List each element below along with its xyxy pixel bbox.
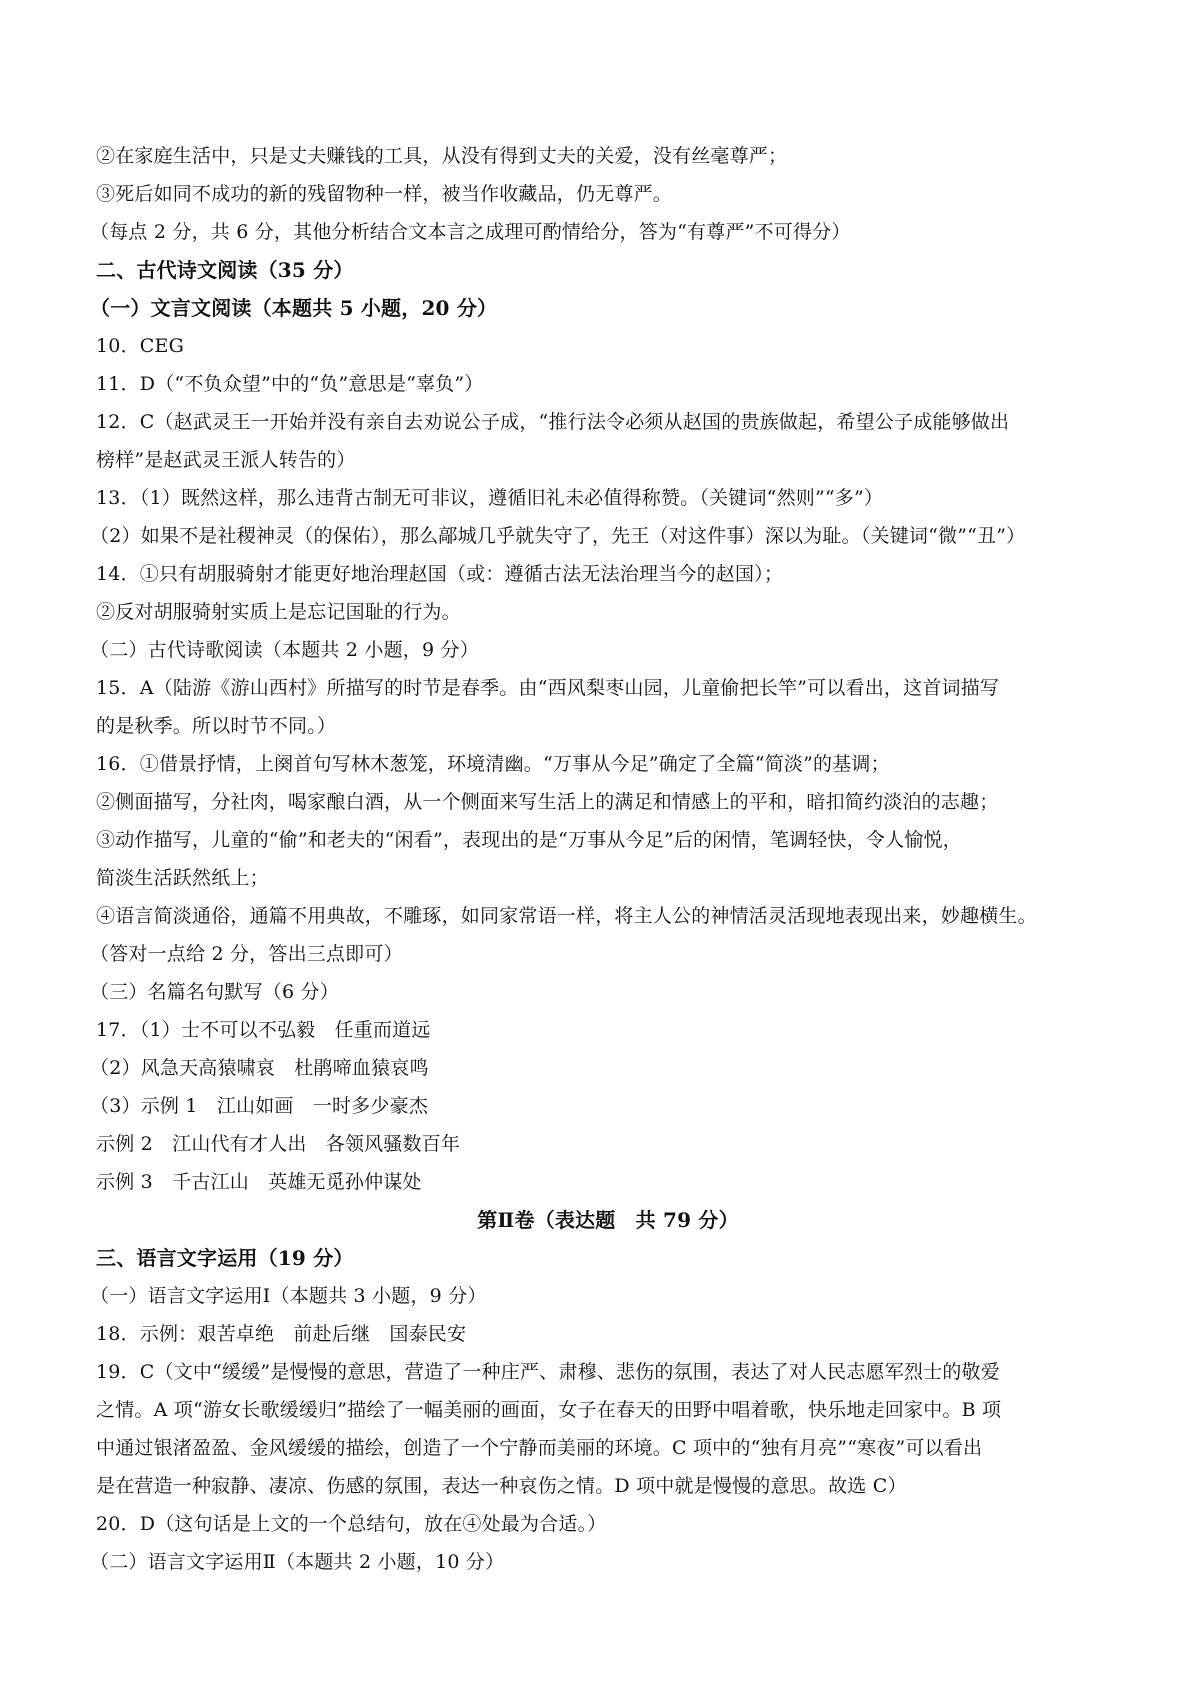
answer-16-point2: ②侧面描写，分社肉，喝家酿白酒，从一个侧面来写生活上的满足和情感上的平和，暗扣简约淡泊的志趣；	[96, 791, 999, 813]
answer-14: 14．①只有胡服骑射才能更好地治理赵国（或：遵循古法无法治理当今的赵国）；	[96, 563, 784, 585]
answer-14-point2: ②反对胡服骑射实质上是忘记国耻的行为。	[96, 601, 461, 623]
document-body	[90, 137, 1120, 1581]
volume-title: 第Ⅱ卷（表达题 共 79 分）	[477, 1208, 739, 1232]
subsection-heading: （二）语言文字运用Ⅱ（本题共 2 小题，10 分）	[90, 1551, 505, 1573]
answer-17-part3: （3）示例 1 江山如画 一时多少豪杰	[90, 1095, 429, 1117]
answer-17: 17．（1）士不可以不弘毅 任重而道远	[96, 1019, 431, 1041]
answer-16-point4: ④语言简淡通俗，通篇不用典故，不雕琢，如同家常语一样，将主人公的神情活灵活现地表现出来，妙趣横生。	[96, 905, 1037, 927]
answer-10: 10．CEG	[96, 335, 184, 357]
answer-17-example2: 示例 2 江山代有才人出 各领风骚数百年	[96, 1133, 461, 1155]
section-heading: 三、语言文字运用（19 分）	[96, 1246, 354, 1270]
answer-16-point3: ③动作描写，儿童的“偷”和老夫的“闲看”，表现出的是“万事从今足”后的闲情，笔调轻快，令人愉悦，	[96, 829, 962, 851]
section-heading: 二、古代诗文阅读（35 分）	[96, 258, 354, 282]
answer-18: 18．示例：艰苦卓绝 前赴后继 国泰民安	[96, 1323, 467, 1345]
answer-17-example3: 示例 3 千古江山 英雄无觅孙仲谋处	[96, 1171, 422, 1193]
answer-16-point3-cont: 简淡生活跃然纸上；	[96, 867, 269, 889]
answer-13-part2: （2）如果不是社稷神灵（的保佑），那么鄗城几乎就失守了，先王（对这件事）深以为耻。（关键词“微”“丑”）	[90, 525, 1026, 547]
subsection-heading: （三）名篇名句默写（6 分）	[90, 981, 339, 1003]
text-line: ②在家庭生活中，只是丈夫赚钱的工具，从没有得到丈夫的关爱，没有丝毫尊严；	[96, 145, 788, 167]
answer-12: 12．C（赵武灵王一开始并没有亲自去劝说公子成，“推行法令必须从赵国的贵族做起，希望公子成能够做出	[96, 411, 1010, 433]
text-line: ③死后如同不成功的新的残留物种一样，被当作收藏品，仍无尊严。	[96, 183, 673, 205]
subsection-heading: （一）文言文阅读（本题共 5 小题，20 分）	[90, 296, 498, 320]
answer-19: 19．C（文中“缓缓”是慢慢的意思，营造了一种庄严、肃穆、悲伤的氛围，表达了对人民志愿军烈士的敬爱	[96, 1361, 1000, 1383]
answer-20: 20．D（这句话是上文的一个总结句，放在④处最为合适。）	[96, 1513, 607, 1535]
answer-19-cont: 之情。A 项“游女长歌缓缓归”描绘了一幅美丽的画面，女子在春天的田野中唱着歌，快乐地走回家中。B 项	[96, 1399, 1002, 1421]
answer-11: 11．D（“不负众望”中的“负”意思是“辜负”）	[96, 373, 484, 395]
answer-16: 16．①借景抒情，上阕首句写林木葱笼，环境清幽。“万事从今足”确定了全篇“简淡”的基调；	[96, 753, 890, 775]
subsection-heading: （二）古代诗歌阅读（本题共 2 小题，9 分）	[90, 639, 479, 661]
answer-19-cont: 是在营造一种寂静、凄凉、伤感的氛围，表达一种哀伤之情。D 项中就是慢慢的意思。故选 C）	[96, 1475, 907, 1497]
answer-15-cont: 的是秋季。所以时节不同。）	[96, 715, 337, 737]
scoring-note: （每点 2 分，共 6 分，其他分析结合文本言之成理可酌情给分，答为“有尊严”不可得分）	[90, 221, 851, 243]
answer-13: 13．（1）既然这样，那么违背古制无可非议，遵循旧礼未必值得称赞。（关键词“然则”“多”）	[96, 487, 884, 509]
answer-15: 15．A（陆游《游山西村》所描写的时节是春季。由“西风梨枣山园，儿童偷把长竿”可以看出，这首词描写	[96, 677, 1000, 699]
answer-19-cont: 中通过银渚盈盈、金风缓缓的描绘，创造了一个宁静而美丽的环境。C 项中的“独有月亮”“寒夜”可以看出	[96, 1437, 983, 1459]
subsection-heading: （一）语言文字运用Ⅰ（本题共 3 小题，9 分）	[90, 1285, 487, 1307]
scoring-note: （答对一点给 2 分，答出三点即可）	[90, 943, 403, 965]
answer-12-cont: 榜样”是赵武灵王派人转告的）	[96, 449, 356, 471]
answer-17-part2: （2）风急天高猿啸哀 杜鹃啼血猿哀鸣	[90, 1057, 429, 1079]
